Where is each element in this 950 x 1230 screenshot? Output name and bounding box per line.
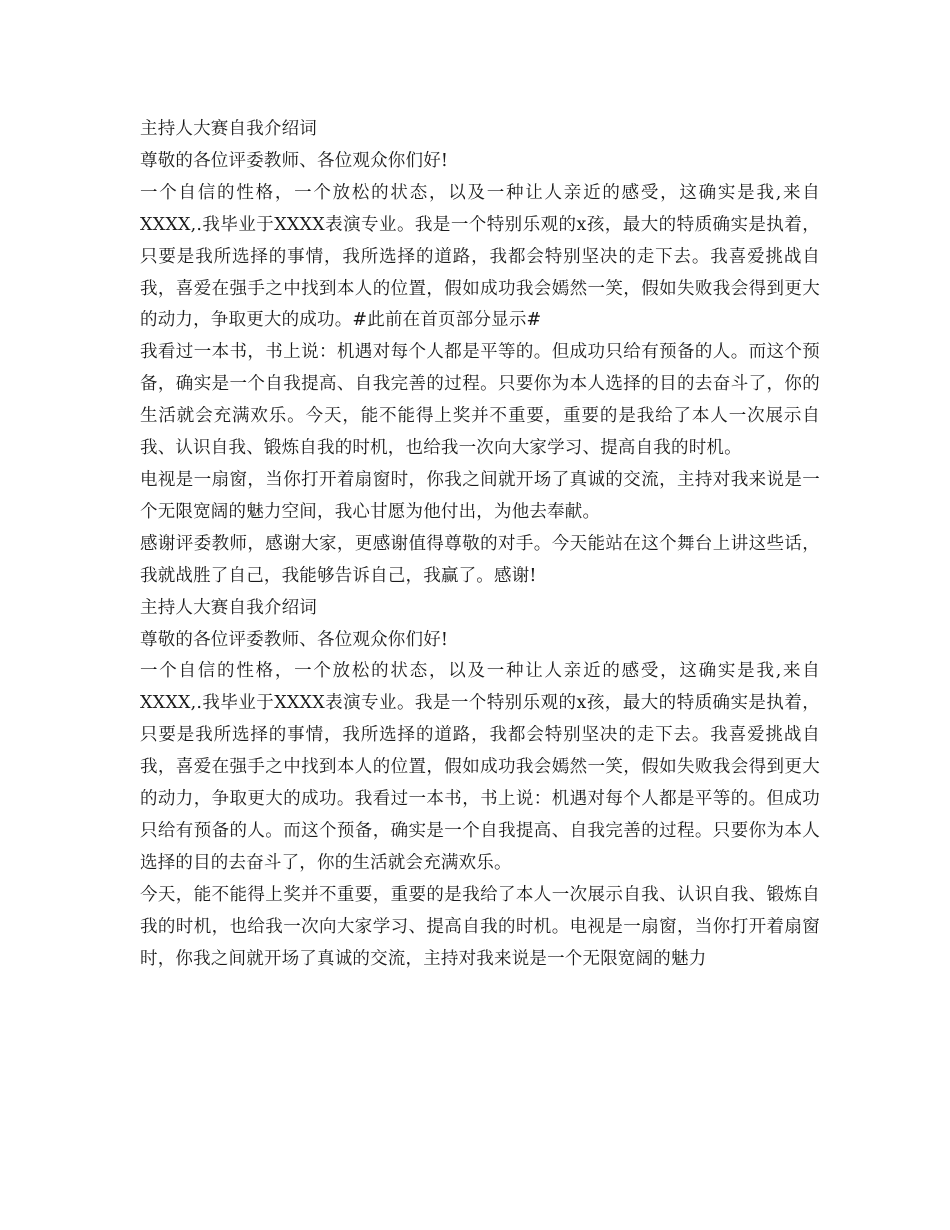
paragraph: 一个自信的性格，一个放松的状态，以及一种让人亲近的感受，这确实是我,来自XXXX,.我毕业于XXXX表演专业。我是一个特别乐观的x孩，最大的特质确实是执着，只要是我所选择的事情，我所选择的道路，我都会特别坚决的走下去。我喜爱挑战自我，喜爱在强手之中找到本人的位置，假如成功我会嫣然一笑，假如失败我会得到更大的动力，争取更大的成功。#此前在首页部分显示# — [140, 182, 820, 331]
document-body — [140, 114, 820, 975]
document-title: 主持人大赛自我介绍词 — [140, 119, 317, 139]
paragraph: 一个自信的性格，一个放松的状态，以及一种让人亲近的感受，这确实是我,来自XXXX,.我毕业于XXXX表演专业。我是一个特别乐观的x孩，最大的特质确实是执着，只要是我所选择的事情，我所选择的道路，我都会特别坚决的走下去。我喜爱挑战自我，喜爱在强手之中找到本人的位置，假如成功我会嫣然一笑，假如失败我会得到更大的动力，争取更大的成功。我看过一本书，书上说：机遇对每个人都是平等的。但成功只给有预备的人。而这个预备，确实是一个自我提高、自我完善的过程。只要你为本人选择的目的去奋斗了，你的生活就会充满欢乐。 — [140, 661, 820, 873]
paragraph: 今天，能不能得上奖并不重要，重要的是我给了本人一次展示自我、认识自我、锻炼自我的时机，也给我一次向大家学习、提高自我的时机。电视是一扇窗，当你打开着扇窗时，你我之间就开场了真诚的交流，主持对我来说是一个无限宽阔的魅力 — [140, 884, 820, 969]
greeting-repeat: 尊敬的各位评委教师、各位观众你们好! — [140, 629, 449, 650]
document-title-repeat: 主持人大赛自我介绍词 — [140, 597, 317, 618]
greeting: 尊敬的各位评委教师、各位观众你们好! — [140, 150, 449, 171]
paragraph: 电视是一扇窗，当你打开着扇窗时，你我之间就开场了真诚的交流，主持对我来说是一个无限宽阔的魅力空间，我心甘愿为他付出，为他去奉献。 — [140, 469, 820, 522]
paragraph: 我看过一本书，书上说：机遇对每个人都是平等的。但成功只给有预备的人。而这个预备，确实是一个自我提高、自我完善的过程。只要你为本人选择的目的去奋斗了，你的生活就会充满欢乐。今天，能不能得上奖并不重要，重要的是我给了本人一次展示自我、认识自我、锻炼自我的时机，也给我一次向大家学习、提高自我的时机。 — [140, 342, 820, 459]
paragraph: 感谢评委教师，感谢大家，更感谢值得尊敬的对手。今天能站在这个舞台上讲这些话，我就战胜了自己，我能够告诉自己，我赢了。感谢! — [140, 533, 820, 586]
